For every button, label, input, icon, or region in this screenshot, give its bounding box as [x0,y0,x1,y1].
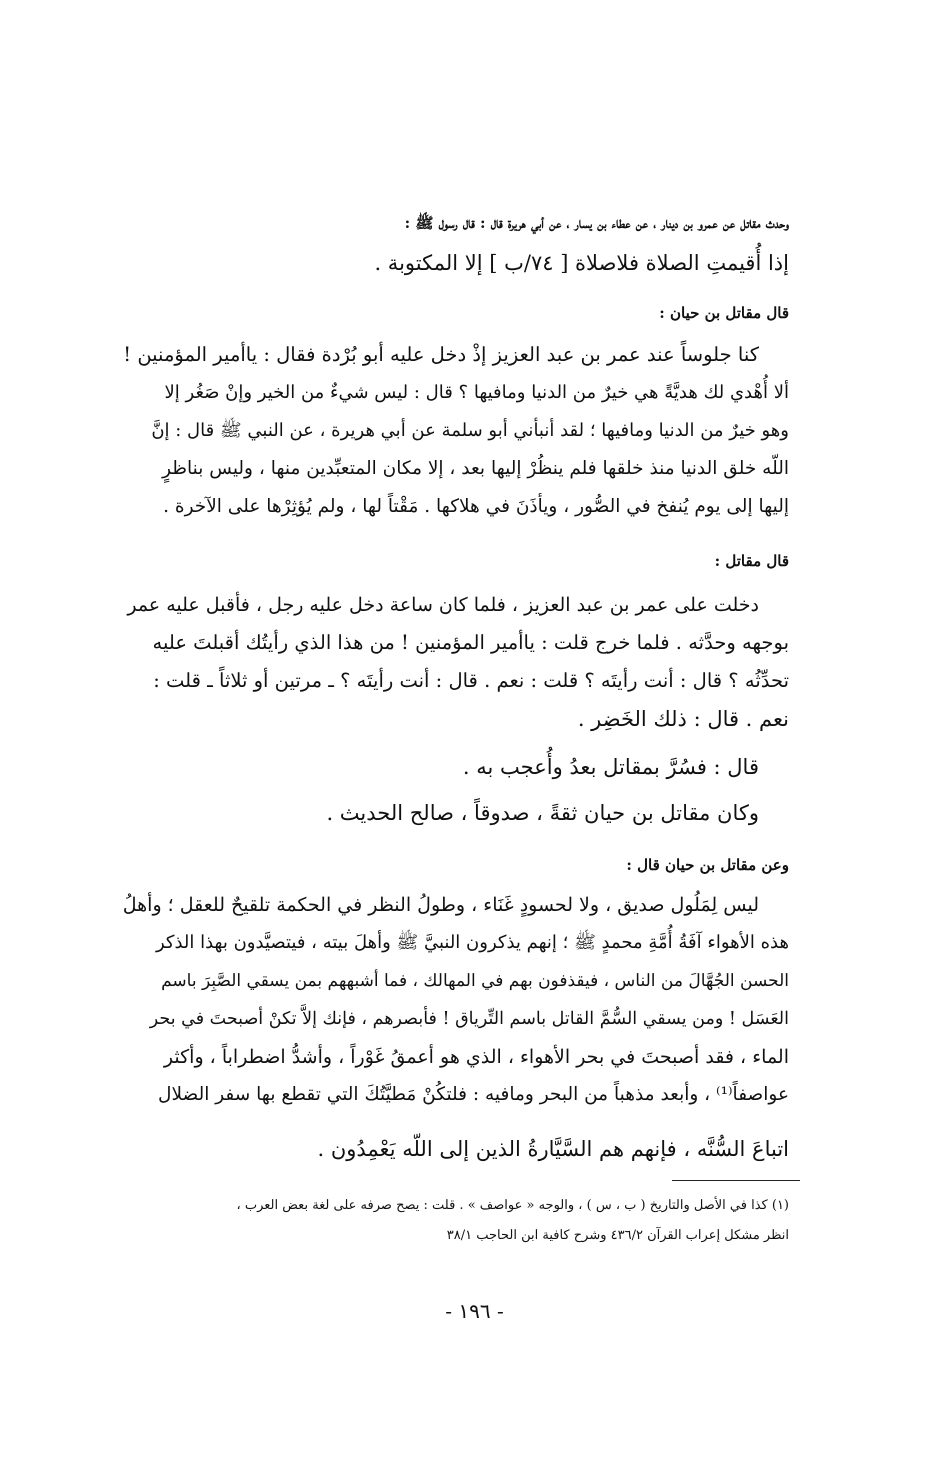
text-line: اللّه خلق الدنيا منذ خلقها فلم ينظُرْ إليها بعد ، إلا مكان المتعبِّدين منها ، وليس بناظرٍ [162,458,789,479]
text-line: اتباعَ السُّنَّه ، فإنهم هم السَّيَّارةُ الذين إلى اللّه يَعْمِدُون . [317,1137,789,1161]
text-line: قال : فسُرَّ بمقاتل بعدُ وأُعجب به . [462,755,759,779]
text-line: الماء ، فقد أصبحتَ في بحر الأهواء ، الذي هو أعمقُ غَوْراً ، وأشدُّ اضطراباً ، وأكثر [163,1046,789,1068]
text-line: نعم . قال : ذلك الخَضِر . [577,707,789,731]
section-heading: قال مقاتل : [714,552,789,570]
text-line: ليس لِمَلُول صديق ، ولا لحسودٍ غَنَاء ، وطولُ النظر في الحكمة تلقيحٌ للعقل ؛ وأهلُ [122,894,759,916]
text-line: إذا أُقيمتِ الصلاة فلاصلاة [ ٧٤/ب ] إلا المكتوبة . [374,251,789,275]
footnote-line: انظر مشكل إعراب القرآن ٤٣٦/٢ وشرح كافية ابن الحاجب ٣٨/١ [446,1228,789,1243]
text-line: دخلت على عمر بن عبد العزيز ، فلما كان ساعة دخل عليه رجل ، فأقبل عليه عمر [127,594,759,616]
text-line: وكان مقاتل بن حيان ثقةً ، صدوقاً ، صالح الحديث . [326,801,759,825]
section-heading: وعن مقاتل بن حيان قال : [626,856,789,874]
text-line: إليها إلى يوم يُنفخ في الصُّور ، ويأذَنَ في هلاكها . مَقْتاً لها ، ولم يُؤثِرْها على الآخرة . [163,496,789,517]
text-line: كنا جلوساً عند عمر بن عبد العزيز إذْ دخل عليه أبو بُرْدة فقال : ياأمير المؤمنين ! [123,343,759,366]
footnote-separator [672,1180,800,1181]
text-line: بوجهه وحدَّثه . فلما خرج قلت : ياأمير المؤمنين ! من هذا الذي رأيتُك أقبلتَ عليه [152,631,789,654]
text-line: العَسَل ! ومن يسقي السُّمَّ القاتل باسم التِّرياق ! فأبصرهم ، فإنك إلاَّ تكنْ أصبحتَ في بحر [149,1009,789,1029]
text-line: تحدِّثُه ؟ قال : أنت رأيتَه ؟ قلت : نعم . قال : أنت رأيتَه ؟ ـ مرتين أو ثلاثاً ـ قلت : [153,669,789,692]
text-line: وهو خيرٌ من الدنيا ومافيها ؛ لقد أنبأني أبو سلمة عن أبي هريرة ، عن النبي ﷺ قال : إنَّ [151,420,789,441]
text-line: عواصفاً⁽¹⁾ ، وأبعد مذهباً من البحر ومافيه : فلتكُنْ مَطيَّتُكَ التي تقطع بها سفر الضلال [158,1084,789,1105]
isnad-line: وحدث مقاتل عن عمرو بن دينار ، عن عطاء بن يسار ، عن أبي هريرة قال : قال رسول ﷺ : [404,214,789,232]
page-number: - ١٩٦ - [445,1299,504,1323]
text-line: الحسن الجُهَّالَ من الناس ، فيقذفون بهم في المهالك ، فما أشبههم بمن يسقي الصَّبِرَ باسم [161,971,789,991]
section-heading: قال مقاتل بن حيان : [659,304,789,322]
text-line: هذه الأهواء آفَةُ أُمَّةِ محمدٍ ﷺ ؛ إنهم يذكرون النبيَّ ﷺ وأهلَ بيته ، فيتصيَّدون بهذا الذكر [155,932,789,953]
text-line: ألا أُهْدي لك هديَّةً هي خيرٌ من الدنيا ومافيها ؟ قال : ليس شيءٌ من الخير وإنْ صَغُر إلا [164,382,789,403]
footnote-line: (١) كذا في الأصل والتاريخ ( ب ، س ) ، والوجه « عواصف » . قلت : يصح صرفه على لغة بعض العرب ، [236,1198,789,1213]
